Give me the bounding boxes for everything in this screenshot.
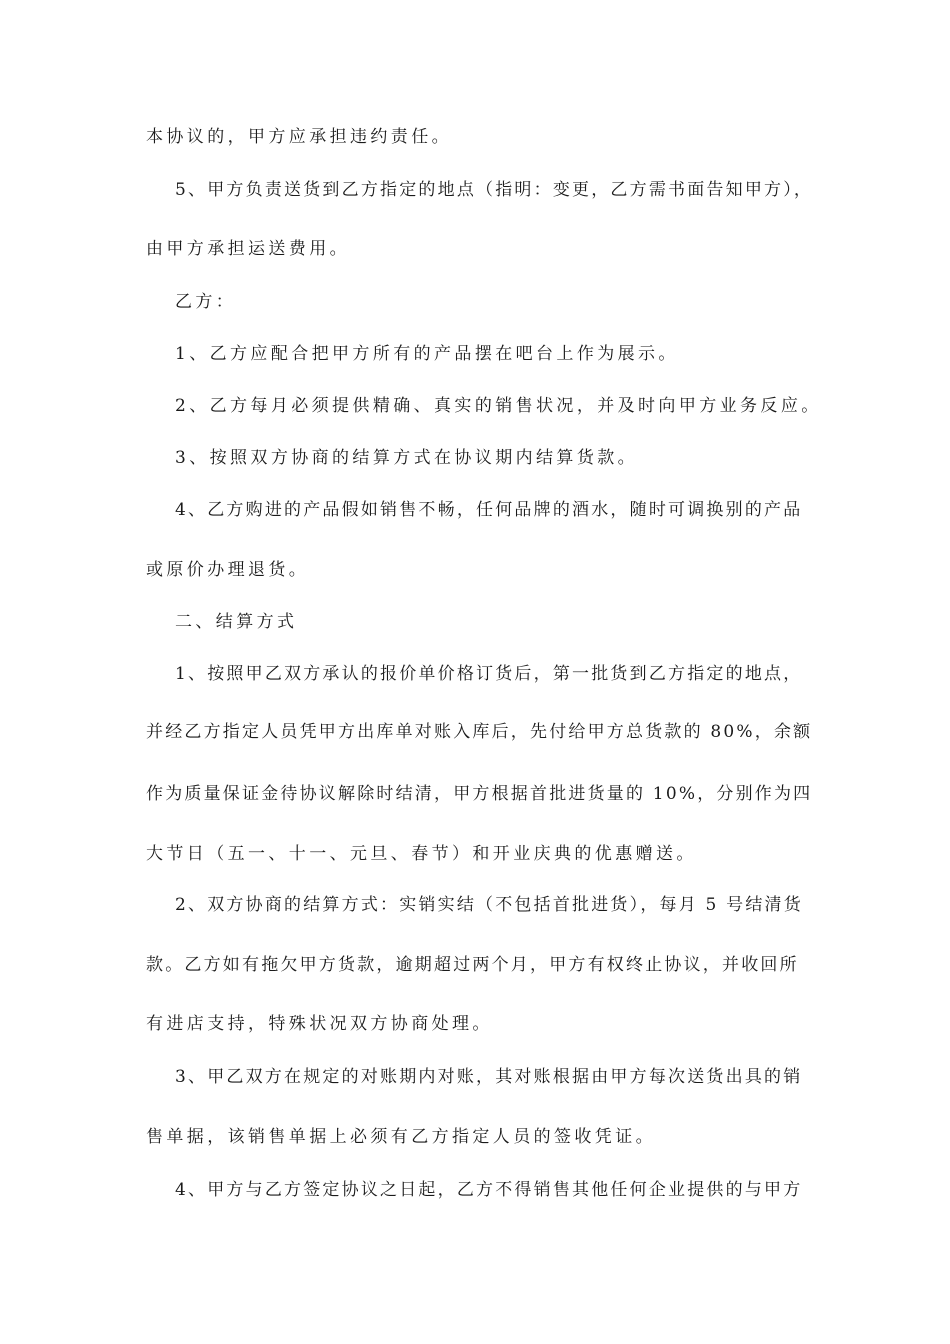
paragraph-line: 1、乙方应配合把甲方所有的产品摆在吧台上作为展示。 — [175, 344, 679, 364]
paragraph-line: 3、甲乙双方在规定的对账期内对账，其对账根据由甲方每次送货出具的销 — [175, 1067, 803, 1087]
paragraph-line: 售单据，该销售单据上必须有乙方指定人员的签收凭证。 — [146, 1127, 656, 1147]
paragraph-line: 或原价办理退货。 — [146, 560, 310, 580]
section-heading: 二、结算方式 — [175, 612, 298, 632]
paragraph-line: 款。乙方如有拖欠甲方货款，逾期超过两个月，甲方有权终止协议，并收回所 — [146, 955, 799, 975]
paragraph-line: 本协议的，甲方应承担违约责任。 — [146, 127, 452, 147]
paragraph-line: 3、按照双方协商的结算方式在协议期内结算货款。 — [175, 448, 639, 468]
paragraph-line: 有进店支持，特殊状况双方协商处理。 — [146, 1014, 493, 1034]
paragraph-line: 作为质量保证金待协议解除时结清，甲方根据首批进货量的 10%，分别作为四 — [146, 784, 813, 804]
paragraph-line: 1、按照甲乙双方承认的报价单价格订货后，第一批货到乙方指定的地点， — [175, 664, 803, 684]
paragraph-line: 并经乙方指定人员凭甲方出库单对账入库后，先付给甲方总货款的 80%，余额 — [146, 722, 813, 742]
paragraph-line: 2、双方协商的结算方式：实销实结（不包括首批进货），每月 5 号结清货 — [175, 895, 803, 915]
paragraph-line: 4、甲方与乙方签定协议之日起，乙方不得销售其他任何企业提供的与甲方 — [175, 1180, 803, 1200]
section-heading: 乙方： — [175, 292, 237, 312]
paragraph-line: 2、乙方每月必须提供精确、真实的销售状况，并及时向甲方业务反应。 — [175, 396, 822, 416]
paragraph-line: 5、甲方负责送货到乙方指定的地点（指明：变更，乙方需书面告知甲方）， — [175, 180, 814, 200]
paragraph-line: 由甲方承担运送费用。 — [146, 239, 350, 259]
paragraph-line: 4、乙方购进的产品假如销售不畅，任何品牌的酒水，随时可调换别的产品 — [175, 500, 803, 520]
paragraph-line: 大节日（五一、十一、元旦、春节）和开业庆典的优惠赠送。 — [146, 844, 697, 864]
